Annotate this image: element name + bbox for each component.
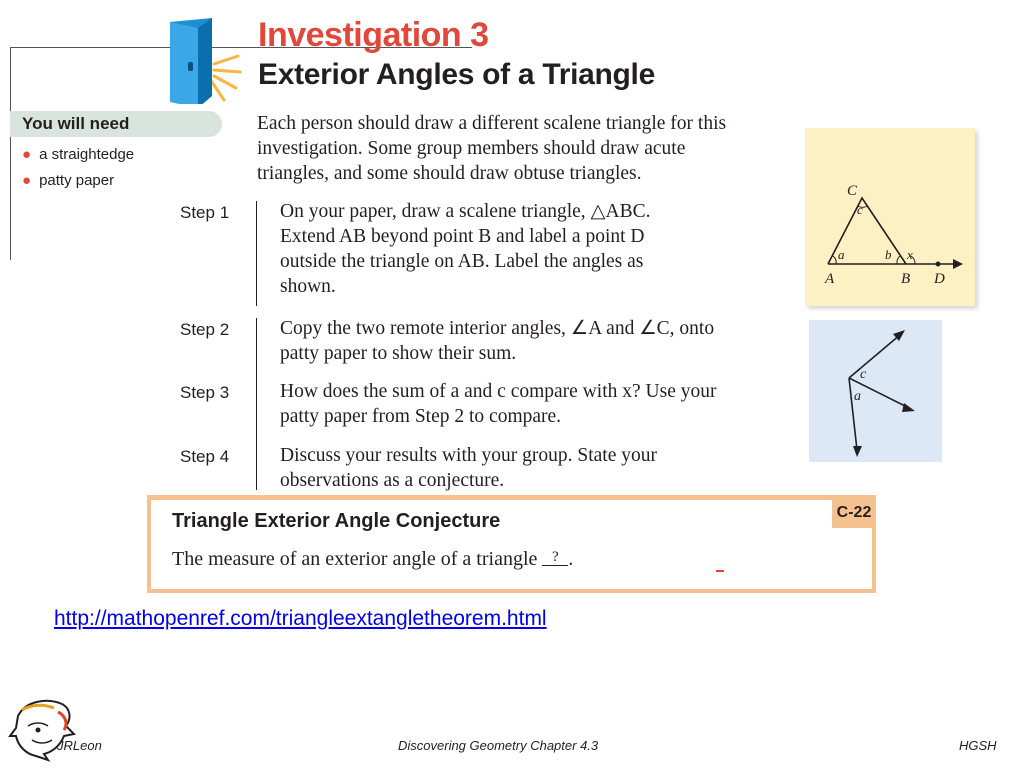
label-point-D: D (934, 271, 945, 287)
left-rule (10, 47, 11, 260)
step-text-line: Copy the two remote interior angles, ∠A and ∠C, onto (280, 318, 715, 339)
bullet-icon: ● (22, 172, 32, 189)
label-angle-x: x (907, 247, 913, 262)
label-angle-b: b (885, 247, 892, 262)
investigation-title: Investigation 3 (258, 16, 489, 54)
angle-sum-figure (809, 320, 942, 462)
footer-course: Discovering Geometry Chapter 4.3 (398, 738, 599, 753)
angle-sum-diagram (809, 320, 942, 462)
label-vertex-C: C (847, 183, 858, 199)
step-1-label: Step 1 (180, 203, 230, 222)
label-angle-a: a (838, 247, 845, 262)
triangle-diagram (805, 128, 975, 306)
steps-2-4-bar (256, 318, 257, 490)
step-4-label: Step 4 (180, 447, 230, 466)
label-angle-c: c (860, 367, 867, 382)
step-3-label: Step 3 (180, 383, 230, 402)
label-vertex-B: B (901, 271, 911, 287)
red-mark (716, 570, 724, 572)
step-text-line: patty paper to show their sum. (280, 343, 517, 364)
step-3-text (280, 379, 775, 429)
step-text-line: Extend AB beyond point B and label a point D (280, 226, 645, 247)
investigation-subtitle: Exterior Angles of a Triangle (258, 58, 655, 91)
footer-school: HGSH (959, 738, 997, 753)
bullet-icon: ● (22, 146, 32, 163)
step-2-label: Step 2 (180, 320, 230, 339)
step-text-line: shown. (280, 276, 336, 297)
reference-link[interactable]: http://mathopenref.com/triangleextangletheorem.html (54, 607, 547, 630)
conjecture-title: Triangle Exterior Angle Conjecture (172, 510, 501, 532)
step-2-text (280, 316, 775, 366)
step-text-line: patty paper from Step 2 to compare. (280, 406, 562, 427)
step-text-line: outside the triangle on AB. Label the angles as (280, 251, 644, 272)
label-vertex-A: A (825, 271, 835, 287)
step-1-bar (256, 201, 257, 306)
triangle-figure (805, 128, 975, 306)
step-1-text (280, 199, 775, 299)
conjecture-badge: C-22 (832, 498, 876, 528)
step-4-text (280, 443, 775, 493)
conjecture-text: The measure of an exterior angle of a triangle ? . (172, 548, 574, 570)
need-item: ● a straightedge (22, 146, 135, 163)
step-text-line: observations as a conjecture. (280, 470, 505, 491)
conjecture-blank: ? (542, 549, 568, 566)
label-angle-c: c (857, 202, 863, 217)
you-will-need-title: You will need (22, 114, 130, 133)
footer-author: JRLeon (57, 738, 102, 753)
open-book-icon (158, 16, 244, 104)
step-text-line: How does the sum of a and c compare with x? Use your (280, 381, 717, 402)
step-text-line: On your paper, draw a scalene triangle, △ABC. (280, 201, 651, 222)
intro-paragraph: Each person should draw a different scalene triangle for this investigation. Some group members should draw acute triangles, and some should draw obtuse triangles. (257, 113, 727, 184)
step-text-line: Discuss your results with your group. State your (280, 445, 657, 466)
need-item: ● patty paper (22, 172, 115, 189)
label-angle-a: a (854, 389, 861, 404)
